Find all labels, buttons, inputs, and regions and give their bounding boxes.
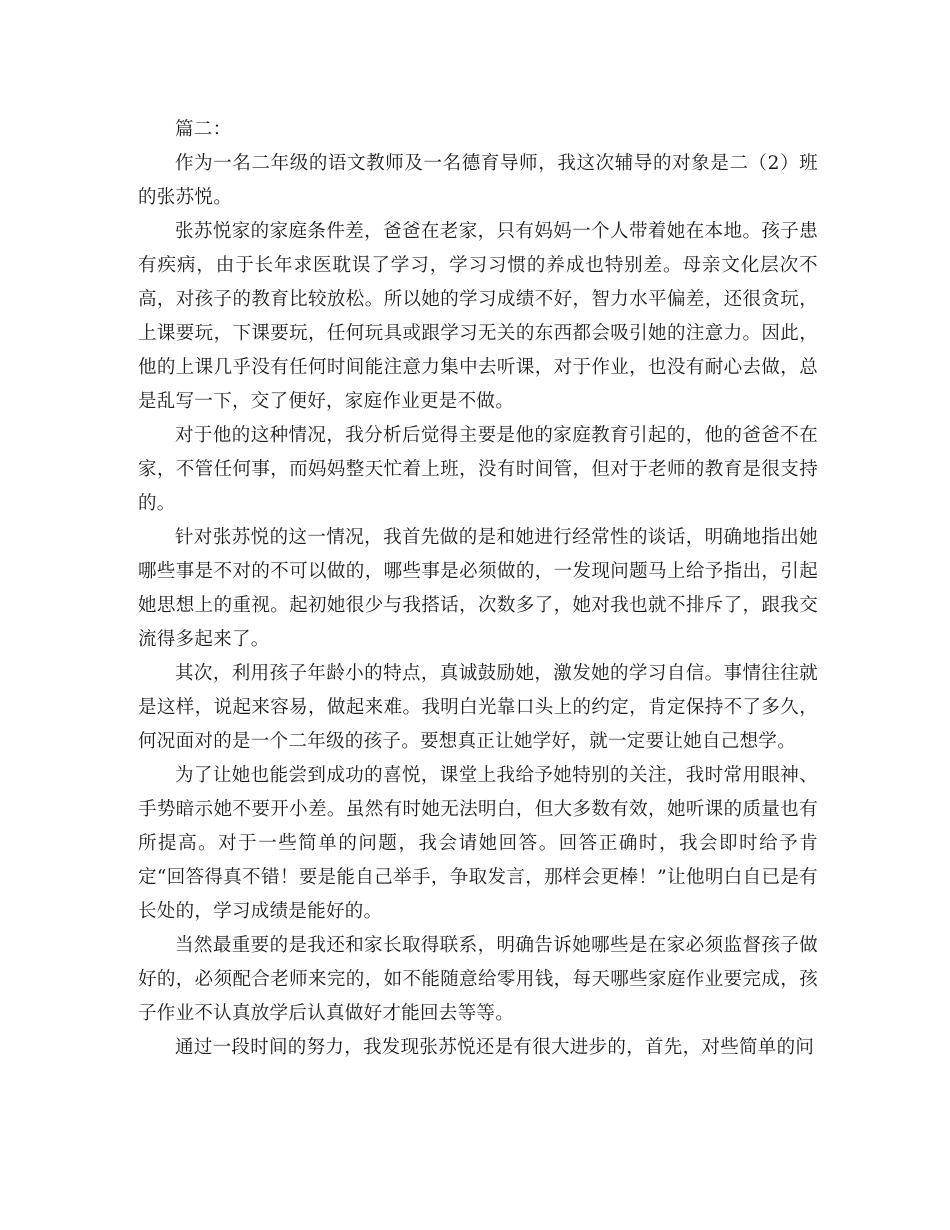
paragraph-intro: 作为一名二年级的语文教师及一名德育导师，我这次辅导的对象是二（2）班的张苏悦。 [138, 153, 818, 208]
paragraph-progress: 通过一段时间的努力，我发现张苏悦还是有很大进步的，首先，对些简单的问 [175, 1037, 815, 1058]
document-page [138, 113, 818, 1065]
paragraph-background: 张苏悦家的家庭条件差，爸爸在老家，只有妈妈一个人带着她在本地。孩子患有疾病，由于长年求医耽误了学习，学习习惯的养成也特别差。母亲文化层次不高，对孩子的教育比较放松。所以她的学习成绩不好，智力水平偏差，还很贪玩，上课要玩，下课要玩，任何玩具或跟学习无关的东西都会吸引她的注意力。因此，他的上课几乎没有任何时间能注意力集中去听课，对于作业，也没有耐心去做，总是乱写一下，交了便好，家庭作业更是不做。 [138, 221, 818, 412]
paragraph-classroom: 为了让她也能尝到成功的喜悦，课堂上我给予她特别的关注，我时常用眼神、手势暗示她不要开小差。虽然有时她无法明白，但大多数有效，她听课的质量也有所提高。对于一些简单的问题，我会请她回答。回答正确时，我会即时给予肯定“回答得真不错！要是能自己举手，争取发言，那样会更棒！”让他明白自已是有长处的，学习成绩是能好的。 [138, 765, 818, 922]
paragraph-talks: 针对张苏悦的这一情况，我首先做的是和她进行经常性的谈话，明确地指出她哪些事是不对的不可以做的，哪些事是必须做的，一发现问题马上给予指出，引起她思想上的重视。起初她很少与我搭话，次数多了，她对我也就不排斥了，跟我交流得多起来了。 [138, 527, 818, 650]
paragraph-analysis: 对于他的这种情况，我分析后觉得主要是他的家庭教育引起的，他的爸爸不在家，不管任何事，而妈妈整天忙着上班，没有时间管，但对于老师的教育是很支持的。 [138, 425, 818, 514]
section-heading: 篇二： [175, 119, 232, 140]
paragraph-parents: 当然最重要的是我还和家长取得联系，明确告诉她哪些是在家必须监督孩子做好的，必须配合老师来完的，如不能随意给零用钱，每天哪些家庭作业要完成，孩子作业不认真放学后认真做好才能回去等等。 [138, 935, 818, 1024]
paragraph-encouragement: 其次，利用孩子年龄小的特点，真诚鼓励她，激发她的学习自信。事情往往就是这样，说起来容易，做起来难。我明白光靠口头上的约定，肯定保持不了多久，何况面对的是一个二年级的孩子。要想真正让她学好，就一定要让她自己想学。 [138, 663, 818, 752]
